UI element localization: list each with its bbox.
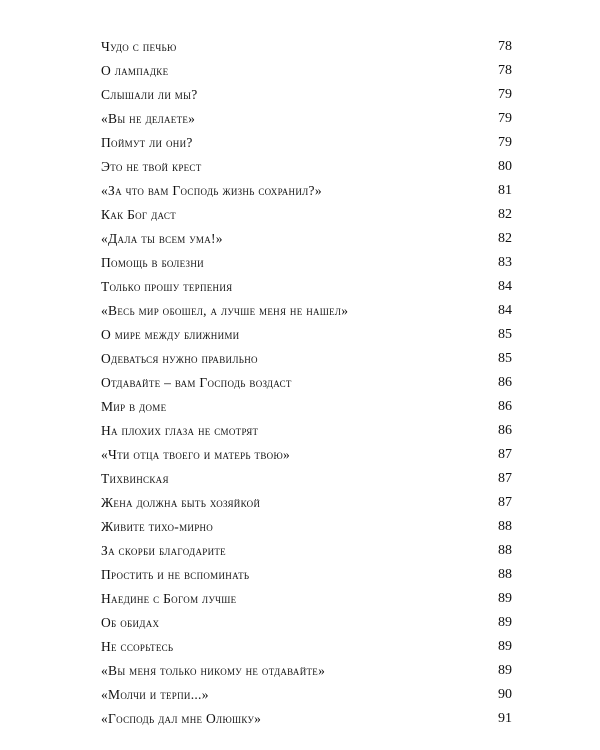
toc-entry-title: На плохих глаза не смотрят: [101, 423, 259, 438]
toc-entry-title: Об обидах: [101, 615, 160, 630]
toc-entry-title: Одеваться нужно правильно: [101, 351, 258, 366]
toc-entry: [101, 589, 512, 609]
toc-entry: [101, 637, 512, 657]
toc-entry-page: 78: [498, 63, 512, 78]
toc-entry: [101, 301, 512, 321]
toc-entry-page: 85: [498, 351, 512, 366]
toc-entry: [101, 397, 512, 417]
toc-entry-title: Поймут ли они?: [101, 135, 193, 150]
toc-entry: [101, 325, 512, 345]
toc-entry-page: 79: [498, 135, 512, 150]
toc-entry-page: 81: [498, 183, 512, 198]
toc-entry: [101, 277, 512, 297]
toc-entry-page: 86: [498, 375, 512, 390]
toc-entry-title: «Господь дал мне Олюшку»: [101, 711, 262, 726]
toc-entry: [101, 469, 512, 489]
toc-entry-page: 82: [498, 207, 512, 222]
toc-entry-title: О мире между ближними: [101, 327, 240, 342]
toc-entry-title: Жена должна быть хозяйкой: [101, 495, 261, 510]
toc-entry-title: Отдавайте – вам Господь воздаст: [101, 375, 292, 390]
toc-entry: [101, 37, 512, 57]
toc-entry-title: Это не твой крест: [101, 159, 202, 174]
toc-entry-page: 89: [498, 663, 512, 678]
toc-entry: [101, 205, 512, 225]
toc-entry-title: Мир в доме: [101, 399, 167, 414]
toc-entry-page: 86: [498, 399, 512, 414]
toc-entry-page: 85: [498, 327, 512, 342]
toc-entry: [101, 157, 512, 177]
toc-entry-page: 89: [498, 639, 512, 654]
toc-entry-page: 87: [498, 495, 512, 510]
toc-entry: [101, 709, 512, 729]
toc-entry: [101, 685, 512, 705]
toc-entry-title: О лампадке: [101, 63, 169, 78]
toc-entry: [101, 517, 512, 537]
toc-entry: [101, 661, 512, 681]
toc-entry: [101, 613, 512, 633]
toc-entry-title: Простить и не вспоминать: [101, 567, 250, 582]
toc-entry-title: Слышали ли мы?: [101, 87, 198, 102]
toc-entry-title: Помощь в болезни: [101, 255, 204, 270]
toc-entry: [101, 373, 512, 393]
toc-entry-title: «Чти отца твоего и матерь твою»: [101, 447, 291, 462]
toc-entry-title: За скорби благодарите: [101, 543, 226, 558]
toc-entry: [101, 253, 512, 273]
toc-entry-page: 78: [498, 39, 512, 54]
toc-entry-page: 83: [498, 255, 512, 270]
toc-entry-page: 84: [498, 279, 512, 294]
toc-entry-title: «Молчи и терпи...»: [101, 687, 209, 702]
toc-entry-title: «Вы меня только никому не отдавайте»: [101, 663, 326, 678]
toc-entry-title: Как Бог даст: [101, 207, 177, 222]
toc-entry-title: Не ссорьтесь: [101, 639, 174, 654]
toc-entry: [101, 61, 512, 81]
toc-entry-title: «За что вам Господь жизнь сохранил?»: [101, 183, 322, 198]
toc-entry-title: «Вы не делаете»: [101, 111, 196, 126]
toc-entry: [101, 229, 512, 249]
toc-entry-page: 79: [498, 111, 512, 126]
toc-entry-title: «Весь мир обошел, а лучше меня не нашел»: [101, 303, 349, 318]
toc-entry-page: 82: [498, 231, 512, 246]
toc-entry-page: 86: [498, 423, 512, 438]
toc-entry: [101, 493, 512, 513]
toc-entry: [101, 85, 512, 105]
toc-entry: [101, 109, 512, 129]
toc-entry: [101, 181, 512, 201]
toc-entry: [101, 565, 512, 585]
toc-entry-page: 79: [498, 87, 512, 102]
toc-entry-title: «Дала ты всем ума!»: [101, 231, 223, 246]
toc-entry-page: 84: [498, 303, 512, 318]
toc-entry-page: 87: [498, 471, 512, 486]
toc-entry: [101, 421, 512, 441]
toc-entry-title: Живите тихо-мирно: [101, 519, 214, 534]
toc-entry-title: Тихвинская: [101, 471, 169, 486]
toc-entry-page: 88: [498, 543, 512, 558]
toc-entry-page: 89: [498, 615, 512, 630]
toc-entry-page: 89: [498, 591, 512, 606]
toc-entry: [101, 133, 512, 153]
toc-entry-page: 88: [498, 519, 512, 534]
toc-entry: [101, 541, 512, 561]
toc-entry: [101, 349, 512, 369]
toc-entry-page: 87: [498, 447, 512, 462]
toc-entry-page: 90: [498, 687, 512, 702]
toc-entry-title: Наедине с Богом лучше: [101, 591, 237, 606]
toc-entry-page: 88: [498, 567, 512, 582]
toc-entry-page: 80: [498, 159, 512, 174]
toc-entry-page: 91: [498, 711, 512, 726]
toc-entry-title: Только прошу терпения: [101, 279, 233, 294]
toc-entry: [101, 445, 512, 465]
toc-entry-title: Чудо с печью: [101, 39, 177, 54]
